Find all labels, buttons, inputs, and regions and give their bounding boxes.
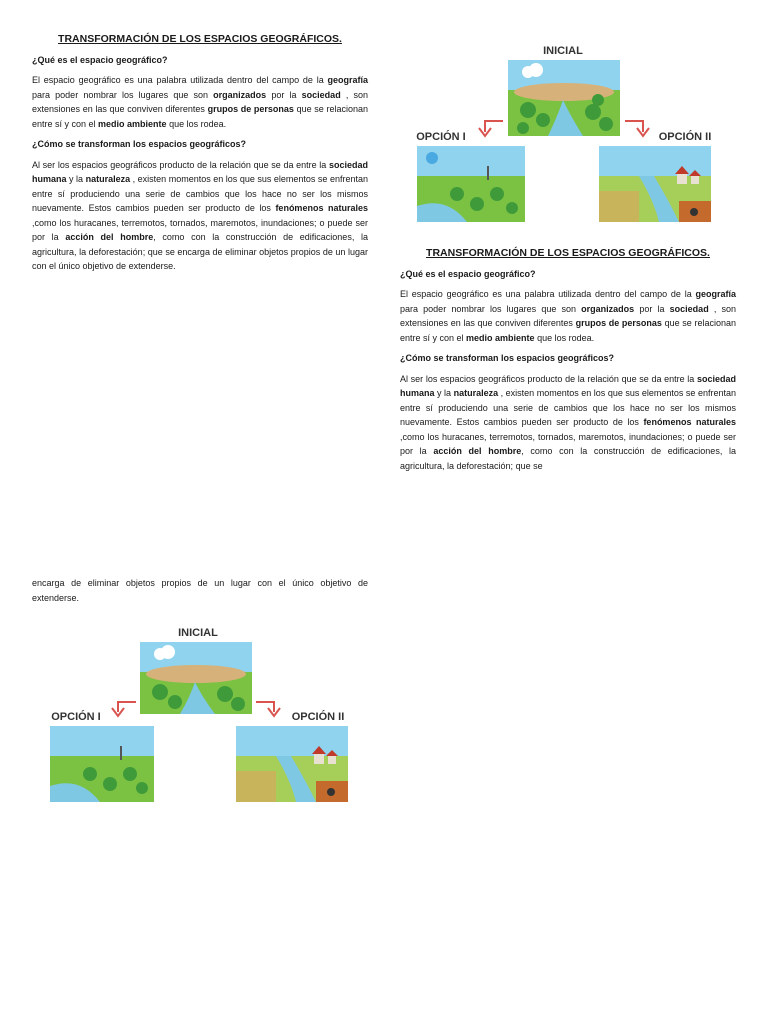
transformation-figure-left — [40, 618, 356, 808]
arrow-right-icon-copy — [256, 702, 274, 712]
landscape-opcion-2 — [599, 146, 711, 222]
paragraph-1-copy: El espacio geográfico es una palabra utilizada dentro del campo de la geografía para poder nombrar los lugares que son organizados por la sociedad , son extensiones en las que conviven diferentes grupos de personas que se relacionan entre sí y con el medio ambiente que los rodea. — [400, 289, 737, 343]
arrow-left-icon — [485, 121, 503, 132]
page-title: TRANSFORMACIÓN DE LOS ESPACIOS GEOGRÁFICOS. — [58, 33, 342, 45]
inicial-label-copy: INICIAL — [178, 627, 218, 639]
opcion1-label-copy: OPCIÓN I — [51, 711, 101, 723]
page-title-copy: TRANSFORMACIÓN DE LOS ESPACIOS GEOGRÁFICOS. — [426, 247, 710, 259]
opcion2-label: OPCIÓN II — [658, 131, 712, 143]
landscape-opcion-1-copy — [50, 726, 154, 802]
paragraph-1: El espacio geográfico es una palabra utilizada dentro del campo de la geografía para poder nombrar los lugares que son organizados por la sociedad , son extensiones en las que conviven diferentes grupos de personas que se relacionan entre sí y con el medio ambiente que los rodea. — [32, 75, 369, 129]
transformation-diagram — [413, 36, 723, 226]
question-1: ¿Qué es el espacio geográfico? — [32, 54, 168, 65]
landscape-opcion-2-copy — [236, 726, 348, 802]
landscape-inicial — [508, 60, 620, 136]
paragraph-2-tail: encarga de eliminar objetos propios de un lugar con el único objetivo de extenderse. — [32, 578, 368, 603]
arrow-left-icon-copy — [118, 702, 136, 712]
inicial-label: INICIAL — [543, 45, 583, 57]
landscape-inicial-copy — [140, 642, 252, 714]
paragraph-2: Al ser los espacios geográficos producto de la relación que se da entre la sociedad humana y la naturaleza , existen momentos en los que sus elementos se enfrentan entre sí produciendo una serie de cambios que los hace no ser los mismos nuevamente. Estos cambios pueden ser producto de los fenómenos naturales ,como los huracanes, terremotos, tornados, maremotos, inundaciones; o puede ser por la acción del hombre, como con la construcción de edificaciones, la agricultura, la deforestación; que se encarga de eliminar objetos propios de un lugar con el único objetivo de extenderse. — [32, 159, 368, 271]
opcion1-label: OPCIÓN I — [416, 131, 466, 143]
left-column — [32, 32, 368, 280]
arrow-right-icon — [625, 121, 643, 132]
question-2-copy: ¿Cómo se transforman los espacios geográficos? — [400, 353, 615, 363]
opcion2-label-copy: OPCIÓN II — [291, 711, 345, 723]
question-2: ¿Cómo se transforman los espacios geográficos? — [32, 139, 247, 149]
paragraph-2-copy: Al ser los espacios geográficos producto de la relación que se da entre la sociedad humana y la naturaleza , existen momentos en los que sus elementos se enfrentan entre sí produciendo una serie de cambios que los hace no ser los mismos nuevamente. Estos cambios pueden ser producto de los fenómenos naturales ,como los huracanes, terremotos, tornados, maremotos, inundaciones; o puede ser por la acción del hombre, como con la construcción de edificaciones, la agricultura, la deforestación; que se — [400, 373, 736, 471]
question-1-copy: ¿Qué es el espacio geográfico? — [400, 268, 536, 279]
right-column — [400, 246, 736, 479]
transformation-figure-right — [413, 36, 723, 226]
transformation-diagram-copy — [40, 618, 356, 808]
landscape-opcion-1 — [417, 146, 525, 222]
left-continuation — [32, 576, 368, 611]
